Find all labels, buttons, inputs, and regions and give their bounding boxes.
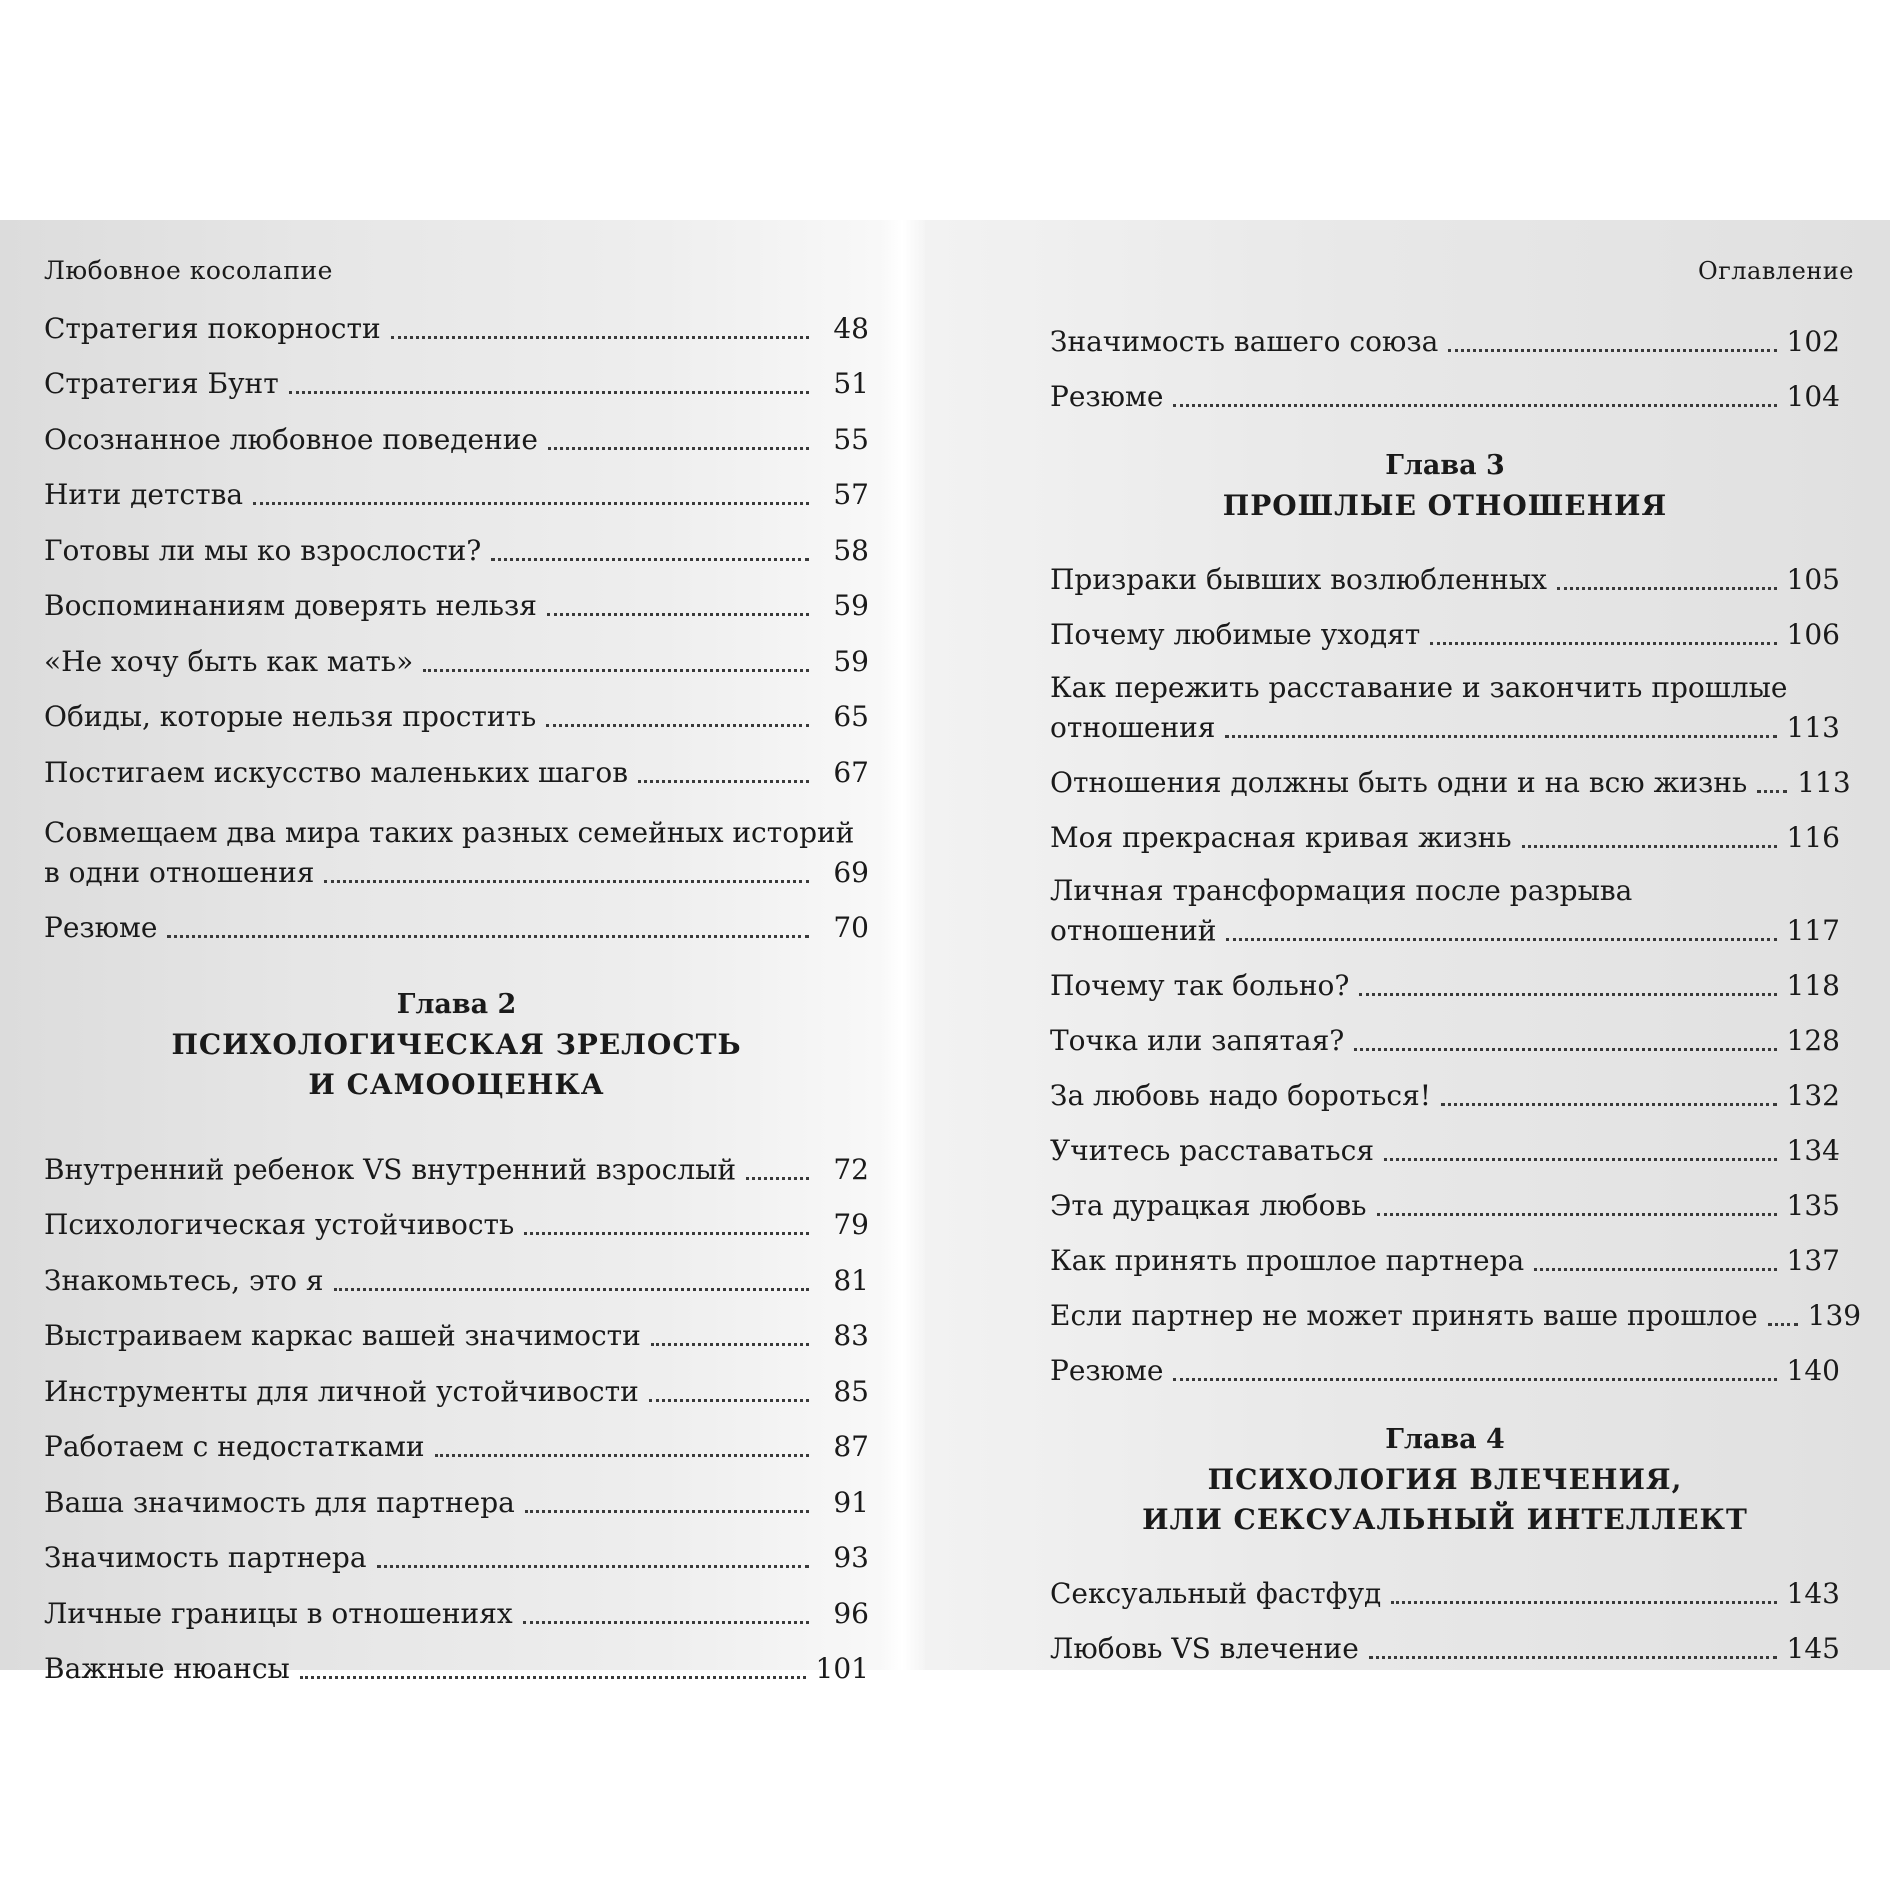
toc-entry-title: Точка или запятая? [1050,1024,1345,1057]
toc-page-number: 59 [833,644,869,678]
toc-entry[interactable] [1050,1558,1840,1613]
toc-entry[interactable] [44,1411,869,1467]
toc-entry[interactable] [44,792,869,892]
toc-page-number: 85 [833,1374,869,1408]
toc-entry-title: Обиды, которые нельзя простить [44,700,537,733]
dot-leader [523,1621,809,1624]
toc-page-number: 83 [833,1319,869,1352]
toc-page-number: 102 [1786,325,1840,358]
dot-leader [300,1676,806,1679]
toc-entry-title: Резюме [1050,380,1164,413]
toc-entry-title-continued: отношений [1050,914,1217,947]
toc-page-number: 140 [1786,1354,1840,1387]
toc-entry-title: Отношения должны быть одни и на всю жизнь [1050,766,1748,799]
toc-entry-title: Как пережить расставание и закончить прошлые [1050,671,1788,704]
toc-entry-title: Стратегия Бунт [44,367,279,400]
toc-entry-title: Нити детства [44,478,244,511]
dot-leader [289,391,809,394]
dot-leader [1173,1378,1776,1381]
dot-leader [491,558,809,561]
chapter-number: Глава 4 [1385,1424,1505,1455]
toc-entry-title: Если партнер не может принять ваше прошлое [1050,1299,1758,1332]
toc-list [44,292,880,792]
toc-entry[interactable] [44,514,869,570]
toc-list [1050,747,1854,857]
toc-page-number: 135 [1786,1189,1840,1222]
chapter-title: ИЛИ СЕКСУАЛЬНЫЙ ИНТЕЛЛЕКТ [1142,1503,1748,1536]
toc-entry-title: «Не хочу быть как мать» [44,644,414,678]
toc-entry[interactable] [1050,1060,1840,1115]
chapter-heading [44,985,869,1105]
dot-leader [746,1177,809,1180]
toc-page-number: 57 [833,478,869,511]
toc-entry[interactable] [44,403,869,459]
dot-leader [1359,993,1776,996]
toc-entry-title: Осознанное любовное поведение [44,422,538,456]
dot-leader [324,880,809,883]
toc-entry[interactable] [1050,1225,1840,1280]
chapter-title: ПСИХОЛОГИЯ ВЛЕЧЕНИЯ, [1207,1463,1683,1496]
toc-page-number: 70 [833,911,869,944]
toc-entry[interactable] [44,292,869,348]
toc-page-number: 87 [833,1430,869,1463]
toc-entry-title: Любовь VS влечение [1050,1632,1359,1665]
dot-leader [1391,1601,1776,1604]
toc-page-number: 118 [1786,969,1840,1002]
dot-leader [1173,404,1776,407]
dot-leader [1226,938,1776,941]
dot-leader [1430,642,1776,645]
chapter-heading [1050,446,1840,526]
toc-entry-title: Личная трансформация после разрыва [1050,874,1633,907]
chapter-title: ПСИХОЛОГИЧЕСКАЯ ЗРЕЛОСТЬ [171,1028,742,1061]
toc-entry-title: Моя прекрасная кривая жизнь [1050,821,1512,854]
chapter-number: Глава 3 [1385,450,1505,481]
dot-leader [1441,1103,1777,1106]
toc-entry-title: Психологическая устойчивость [44,1208,515,1241]
toc-page-number: 91 [833,1485,869,1519]
toc-entry-title: Стратегия покорности [44,311,381,345]
toc-page-number: 58 [833,533,869,567]
chapter-heading [1050,1420,1840,1540]
toc-entry[interactable] [44,348,869,404]
toc-entry[interactable] [1050,654,1840,747]
toc-entry[interactable] [44,1466,869,1522]
toc-entry[interactable] [44,1633,869,1689]
toc-entry-title: Воспоминаниям доверять нельзя [44,589,537,622]
toc-entry-title: Ваша значимость для партнера [44,1485,515,1519]
toc-entry-title: Совмещаем два мира таких разных семейных историй [44,815,855,849]
dot-leader [547,613,809,616]
toc-page-number: 128 [1786,1024,1840,1057]
dot-leader [1557,587,1777,590]
toc-entry-title: Работаем с недостатками [44,1430,425,1463]
toc-entry-title: Резюме [1050,1354,1164,1387]
toc-entry[interactable] [44,892,869,948]
toc-list [1050,544,1854,654]
toc-entry-title: Почему так больно? [1050,969,1350,1002]
toc-entry-title: Как принять прошлое партнера [1050,1244,1525,1277]
dot-leader [649,1399,809,1402]
toc-page-number: 104 [1786,380,1840,413]
toc-page-number: 79 [833,1208,869,1241]
toc-page-number: 117 [1786,914,1840,947]
toc-entry-title: Почему любимые уходят [1050,618,1421,651]
toc-entry[interactable] [44,459,869,515]
toc-entry[interactable] [1050,599,1840,654]
dot-leader [651,1343,809,1346]
toc-entry[interactable] [1050,1005,1840,1060]
toc-page-number: 113 [1786,711,1840,744]
toc-entry-title: Личные границы в отношениях [44,1596,513,1630]
toc-entry-title: Выстраиваем каркас вашей значимости [44,1319,641,1352]
toc-entry[interactable] [1050,1335,1840,1390]
toc-page-number: 143 [1786,1577,1840,1610]
toc-page-number: 137 [1786,1244,1840,1277]
toc-entry[interactable] [44,681,869,737]
toc-entry[interactable] [1050,857,1840,950]
toc-page-number: 106 [1786,618,1840,651]
toc-entry-title: Резюме [44,911,158,944]
toc-page-number: 69 [833,855,869,889]
toc-entry-title: Знакомьтесь, это я [44,1263,324,1297]
running-head: Оглавление [1698,257,1854,285]
toc-page-number: 145 [1786,1632,1840,1665]
toc-page-number: 65 [833,700,869,733]
dot-leader [1354,1048,1776,1051]
dot-leader [1377,1213,1777,1216]
chapter-title: И САМООЦЕНКА [308,1068,605,1101]
toc-entry[interactable] [1050,306,1840,361]
toc-entry-title: Значимость партнера [44,1541,367,1574]
chapter-number: Глава 2 [396,989,517,1020]
toc-entry[interactable] [1050,1170,1840,1225]
left-page [0,220,880,1685]
toc-entry-title: За любовь надо бороться! [1050,1079,1432,1112]
toc-page-number: 81 [833,1263,869,1297]
toc-list [1050,1558,1854,1668]
toc-page-number: 134 [1786,1134,1840,1167]
dot-leader [546,724,809,727]
dot-leader [435,1454,809,1457]
toc-entry-title: Инструменты для личной устойчивости [44,1374,639,1408]
dot-leader [253,502,809,505]
toc-page-number: 93 [833,1541,869,1574]
dot-leader [1522,845,1777,848]
dot-leader [391,336,809,339]
toc-entry-title: Учитесь расставаться [1050,1134,1374,1167]
toc-entry[interactable] [44,1522,869,1578]
toc-page-number: 48 [833,311,869,345]
toc-entry-title-continued: отношения [1050,711,1216,744]
toc-entry[interactable] [44,625,869,681]
toc-entry[interactable] [1050,1280,1862,1335]
toc-page-number: 105 [1786,563,1840,596]
toc-entry-title: Сексуальный фастфуд [1050,1577,1382,1610]
toc-entry-title: Готовы ли мы ко взрослости? [44,533,482,567]
toc-entry[interactable] [44,1133,869,1189]
toc-entry-title: Внутренний ребенок VS внутренний взрослый [44,1152,737,1186]
dot-leader [1757,790,1787,793]
toc-entry[interactable] [44,1189,869,1245]
toc-page-number: 72 [833,1152,869,1186]
toc-entry[interactable] [1050,950,1840,1005]
dot-leader [1225,735,1776,738]
dot-leader [423,669,809,672]
toc-entry[interactable] [44,1355,869,1411]
toc-entry[interactable] [44,1577,869,1633]
dot-leader [1448,349,1776,352]
toc-entry[interactable] [1050,361,1840,416]
dot-leader [334,1288,809,1291]
toc-page-number: 139 [1807,1299,1862,1332]
toc-list [1050,306,1854,416]
toc-entry[interactable] [44,570,869,626]
toc-entry[interactable] [1050,1613,1840,1668]
toc-page-number: 101 [815,1652,869,1685]
toc-entry-title-continued: в одни отношения [44,855,315,889]
toc-entry[interactable] [44,736,869,792]
dot-leader [524,1232,809,1235]
dot-leader [1384,1158,1777,1161]
dot-leader [377,1565,809,1568]
toc-entry-title: Эта дурацкая любовь [1050,1189,1367,1222]
dot-leader [638,780,809,783]
toc-page-number: 96 [833,1596,869,1630]
toc-page-number: 132 [1786,1079,1840,1112]
toc-page-number: 59 [833,589,869,622]
toc-list [44,1133,880,1688]
toc-list [1050,950,1862,1390]
toc-page-number: 67 [833,755,869,789]
toc-entry[interactable] [1050,802,1840,857]
toc-entry[interactable] [1050,1115,1840,1170]
dot-leader [167,935,809,938]
dot-leader [525,1510,809,1513]
dot-leader [1369,1656,1777,1659]
chapter-title: ПРОШЛЫЕ ОТНОШЕНИЯ [1222,489,1668,522]
right-page [925,220,1890,1670]
running-head: Любовное косолапие [44,256,333,285]
toc-page-number: 113 [1797,766,1851,799]
dot-leader [548,447,809,450]
toc-entry-title: Важные нюансы [44,1652,290,1685]
toc-page-number: 55 [833,422,869,456]
toc-page-number: 51 [833,367,869,400]
dot-leader [1768,1323,1798,1326]
book-gutter [880,220,925,1670]
toc-entry-title: Значимость вашего союза [1050,325,1439,358]
dot-leader [1534,1268,1776,1271]
toc-entry[interactable] [44,1300,869,1356]
toc-entry[interactable] [1050,544,1840,599]
toc-page-number: 116 [1786,821,1840,854]
toc-entry-title: Постигаем искусство маленьких шагов [44,755,629,789]
toc-entry[interactable] [44,1244,869,1300]
toc-entry-title: Призраки бывших возлюбленных [1050,563,1547,596]
toc-entry[interactable] [1050,747,1851,802]
